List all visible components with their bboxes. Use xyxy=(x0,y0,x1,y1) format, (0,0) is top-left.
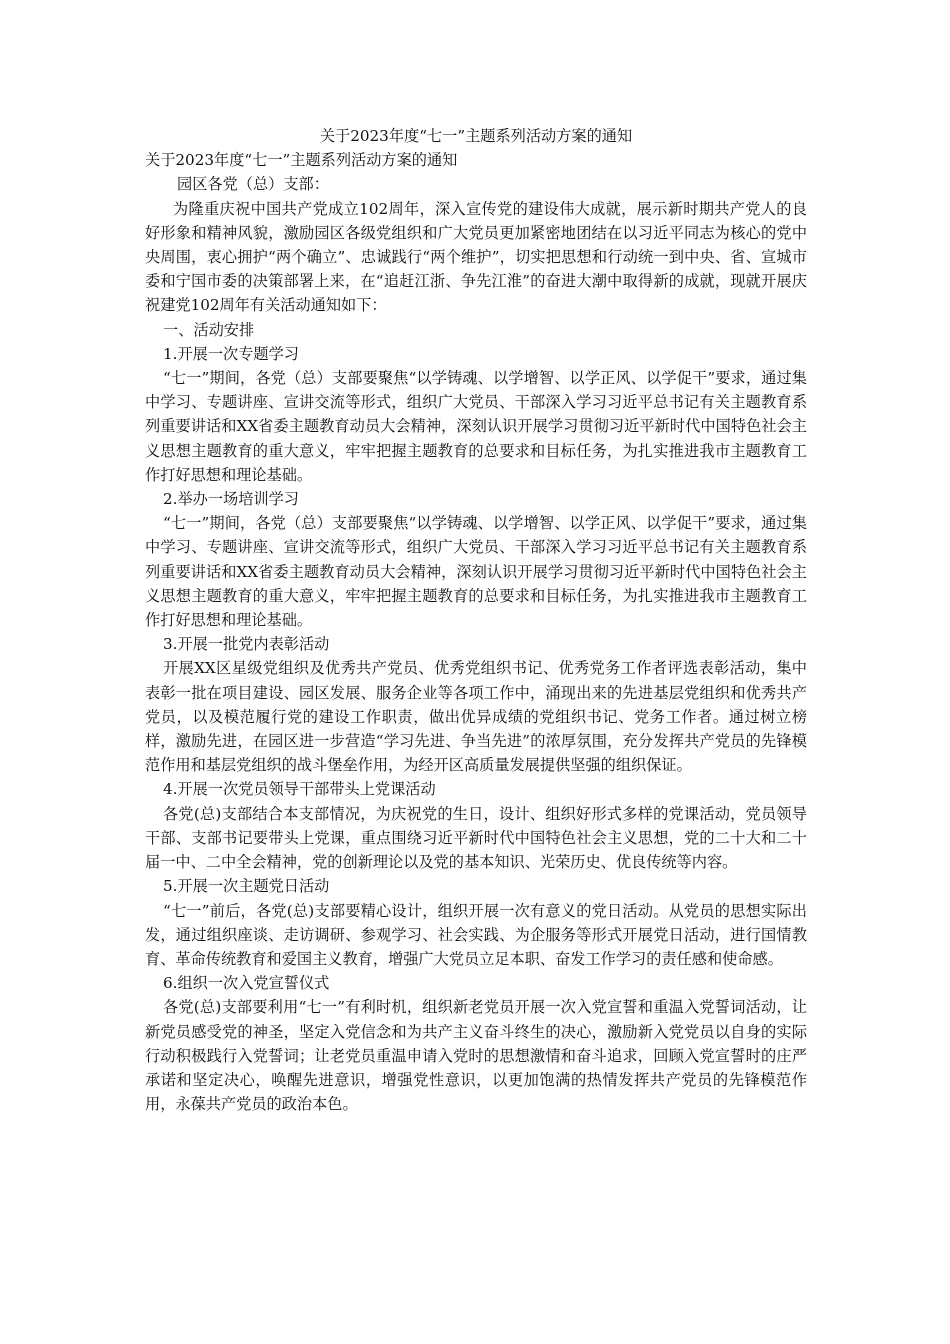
item-paragraph: “七一”期间，各党（总）支部要聚焦“以学铸魂、以学增智、以学正风、以学促干”要求，通过集中学习、专题讲座、宣讲交流等形式，组织广大党员、干部深入学习习近平总书记有关主题教育系列重要讲话和XX省委主题教育动员大会精神，深刻认识开展学习贯彻习近平新时代中国特色社会主义思想主题教育的重大意义，牢牢把握主题教育的总要求和目标任务，为扎实推进我市主题教育工作打好思想和理论基础。 xyxy=(145,514,807,630)
item-heading: 5.开展一次主题党日活动 xyxy=(163,877,330,896)
item-heading: 6.组织一次入党宣誓仪式 xyxy=(163,974,330,993)
item-heading: 2.举办一场培训学习 xyxy=(163,490,299,509)
item-paragraph: “七一”期间，各党（总）支部要聚焦“以学铸魂、以学增智、以学正风、以学促干”要求，通过集中学习、专题讲座、宣讲交流等形式，组织广大党员、干部深入学习习近平总书记有关主题教育系列重要讲话和XX省委主题教育动员大会精神，深刻认识开展学习贯彻习近平新时代中国特色社会主义思想主题教育的重大意义，牢牢把握主题教育的总要求和目标任务，为扎实推进我市主题教育工作打好思想和理论基础。 xyxy=(145,369,807,484)
item-heading: 1.开展一次专题学习 xyxy=(163,344,299,363)
document-title: 关于2023年度“七一”主题系列活动方案的通知 xyxy=(319,127,633,145)
item-paragraph: “七一”前后，各党(总)支部要精心设计，组织开展一次有意义的党日活动。从党员的思想实际出发，通过组织座谈、走访调研、参观学习、社会实践、为企服务等形式开展党日活动，进行国情教育、革命传统教育和爱国主义教育，增强广大党员立足本职、奋发工作学习的责任感和使命感。 xyxy=(145,901,807,968)
item-paragraph: 各党(总)支部结合本支部情况，为庆祝党的生日，设计、组织好形式多样的党课活动，党员领导干部、支部书记要带头上党课，重点围绕习近平新时代中国特色社会主义思想，党的二十大和二十届一中、二中全会精神，党的创新理论以及党的基本知识、光荣历史、优良传统等内容。 xyxy=(145,804,807,872)
item-paragraph: 各党(总)支部要利用“七一”有利时机，组织新老党员开展一次入党宣誓和重温入党誓词活动，让新党员感受党的神圣，坚定入党信念和为共产主义奋斗终生的决心，激励新入党党员以自身的实际行动积极践行入党誓词；让老党员重温申请入党时的思想激情和奋斗追求，回顾入党宣誓时的庄严承诺和坚定决心，唤醒先进意识，增强党性意识，以更加饱满的热情发挥共产党员的先锋模范作用，永葆共产党员的政治本色。 xyxy=(145,998,807,1114)
document-body xyxy=(145,124,807,1116)
item-paragraph: 开展XX区星级党组织及优秀共产党员、优秀党组织书记、优秀党务工作者评选表彰活动，集中表彰一批在项目建设、园区发展、服务企业等各项工作中，涌现出来的先进基层党组织和优秀共产党员，以及模范履行党的建设工作职责，做出优异成绩的党组织书记、党务工作者。通过树立榜样，激励先进，在园区进一步营造“学习先进、争当先进”的浓厚氛围，充分发挥共产党员的先锋模范作用和基层党组织的战斗堡垒作用，为经开区高质量发展提供坚强的组织保证。 xyxy=(145,659,807,775)
item-heading: 4.开展一次党员领导干部带头上党课活动 xyxy=(163,780,436,799)
salutation: 园区各党（总）支部： xyxy=(177,175,329,194)
section-heading: 一、活动安排 xyxy=(163,320,255,339)
item-heading: 3.开展一批党内表彰活动 xyxy=(163,635,330,654)
intro-paragraph: 为隆重庆祝中国共产党成立102周年，深入宣传党的建设伟大成就，展示新时期共产党人的良好形象和精神风貌，激励园区各级党组织和广大党员更加紧密地团结在以习近平同志为核心的党中央周围，衷心拥护“两个确立”、忠诚践行“两个维护”，切实把思想和行动统一到中央、省、宣城市委和宁国市委的决策部署上来，在“追赶江浙、争先江淮”的奋进大潮中取得新的成就，现就开展庆祝建党102周年有关活动通知如下： xyxy=(145,199,807,315)
document-subtitle: 关于2023年度“七一”主题系列活动方案的通知 xyxy=(145,151,458,170)
